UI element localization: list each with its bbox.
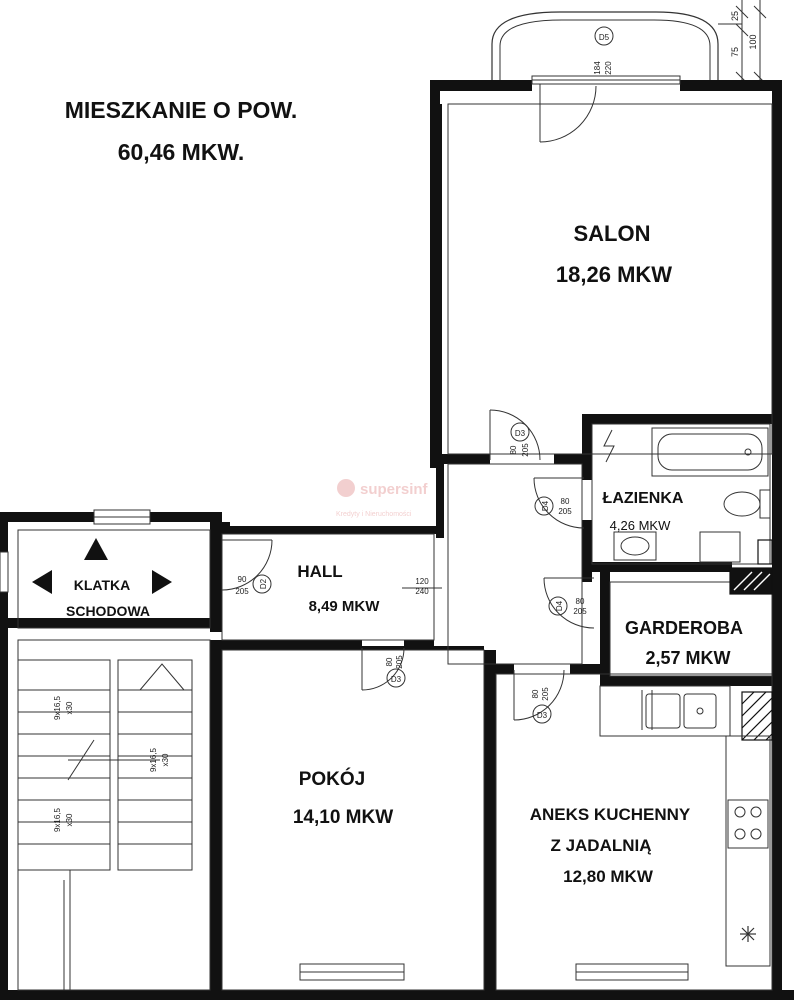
- door-d2-width: 90: [237, 575, 247, 584]
- toilet: [724, 490, 770, 518]
- arrow-up-icon: [84, 538, 108, 560]
- door-d5-height: 220: [604, 61, 613, 75]
- door-d3-pokoj-width: 80: [385, 657, 394, 667]
- dimension-100: 100: [748, 34, 758, 50]
- stairs-label-2b: x30: [161, 753, 170, 767]
- stairs-label-1b: x30: [65, 701, 74, 715]
- room-pokoj-area: 14,10 MKW: [292, 807, 394, 828]
- room-garderoba-name: GARDEROBA: [624, 618, 744, 638]
- room-pokoj-name: POKÓJ: [298, 769, 366, 790]
- interior-lines: [18, 104, 772, 990]
- ventilation-shafts: [730, 540, 772, 740]
- watermark-tagline: Kredyty i Nieruchomości: [336, 511, 412, 518]
- door-d4-garderoba-tag: D4: [555, 600, 564, 612]
- door-d2-height: 205: [235, 587, 249, 596]
- door-d3-salon-width: 80: [509, 445, 518, 455]
- kitchen-sink: [646, 694, 716, 728]
- plan-title-line1: MIESZKANIE O POW.: [64, 97, 298, 123]
- room-lazienka-area: 4,26 MKW: [609, 518, 671, 533]
- stove: [728, 800, 768, 848]
- electric-symbol: [604, 430, 614, 462]
- walls: [0, 80, 794, 1000]
- door-d3-kitchen-height: 205: [541, 687, 550, 701]
- watermark: [336, 479, 429, 518]
- door-d4-garderoba-width: 80: [575, 597, 585, 606]
- room-salon-area: 18,26 MKW: [555, 262, 673, 287]
- washing-machine: [700, 532, 740, 562]
- room-hall-name: HALL: [297, 562, 343, 581]
- door-d5-width: 184: [593, 61, 602, 75]
- door-d5-tag: D5: [598, 33, 610, 42]
- stairs-label-3a: 9x16,5: [53, 807, 62, 833]
- door-d3-kitchen-tag: D3: [536, 711, 548, 720]
- door-d3-kitchen-width: 80: [531, 689, 540, 699]
- opening-hall-width: 120: [415, 577, 429, 586]
- stairs-label-3b: x30: [65, 813, 74, 827]
- room-salon-name: SALON: [573, 221, 651, 246]
- room-lazienka-name: ŁAZIENKA: [602, 490, 684, 507]
- opening-hall-height: 240: [415, 587, 429, 596]
- stairs-label-1a: 9x16,5: [53, 695, 62, 721]
- dimension-75: 75: [730, 46, 740, 58]
- washbasin: [614, 532, 656, 560]
- arrow-right-icon: [152, 570, 172, 594]
- door-d3-salon-tag: D3: [514, 429, 526, 438]
- arrow-left-icon: [32, 570, 52, 594]
- fridge-snowflake-icon: [740, 926, 756, 942]
- room-aneks-name-line2: Z JADALNIĄ: [550, 836, 652, 855]
- door-d4-garderoba: [544, 578, 594, 628]
- door-d4-garderoba-height: 205: [573, 607, 587, 616]
- door-d4-bathroom-height: 205: [558, 507, 572, 516]
- dimension-lines-top: [718, 0, 766, 84]
- bathtub: [652, 428, 768, 476]
- door-d3-pokoj-height: 205: [395, 655, 404, 669]
- door-d3-salon-height: 205: [521, 443, 530, 457]
- door-d2-tag: D2: [259, 578, 268, 590]
- plan-title-line2: 60,46 MKW.: [117, 139, 245, 165]
- stairwell-label-line1: KLATKA: [73, 577, 131, 593]
- door-d3-pokoj-tag: D3: [390, 675, 402, 684]
- stairwell-label-line2: SCHODOWA: [66, 603, 150, 619]
- dimension-25: 25: [730, 10, 740, 22]
- stairs-label-2a: 9x16,5: [149, 747, 158, 773]
- door-d4-bathroom-tag: D4: [541, 500, 550, 512]
- door-d4-bathroom-width: 80: [560, 497, 570, 506]
- room-garderoba-area: 2,57 MKW: [645, 648, 731, 668]
- watermark-brand: supersinf: [360, 481, 428, 498]
- room-hall-area: 8,49 MKW: [308, 598, 380, 615]
- staircase: [18, 660, 192, 990]
- room-aneks-name-line1: ANEKS KUCHENNY: [529, 805, 691, 824]
- room-aneks-area: 12,80 MKW: [563, 867, 653, 886]
